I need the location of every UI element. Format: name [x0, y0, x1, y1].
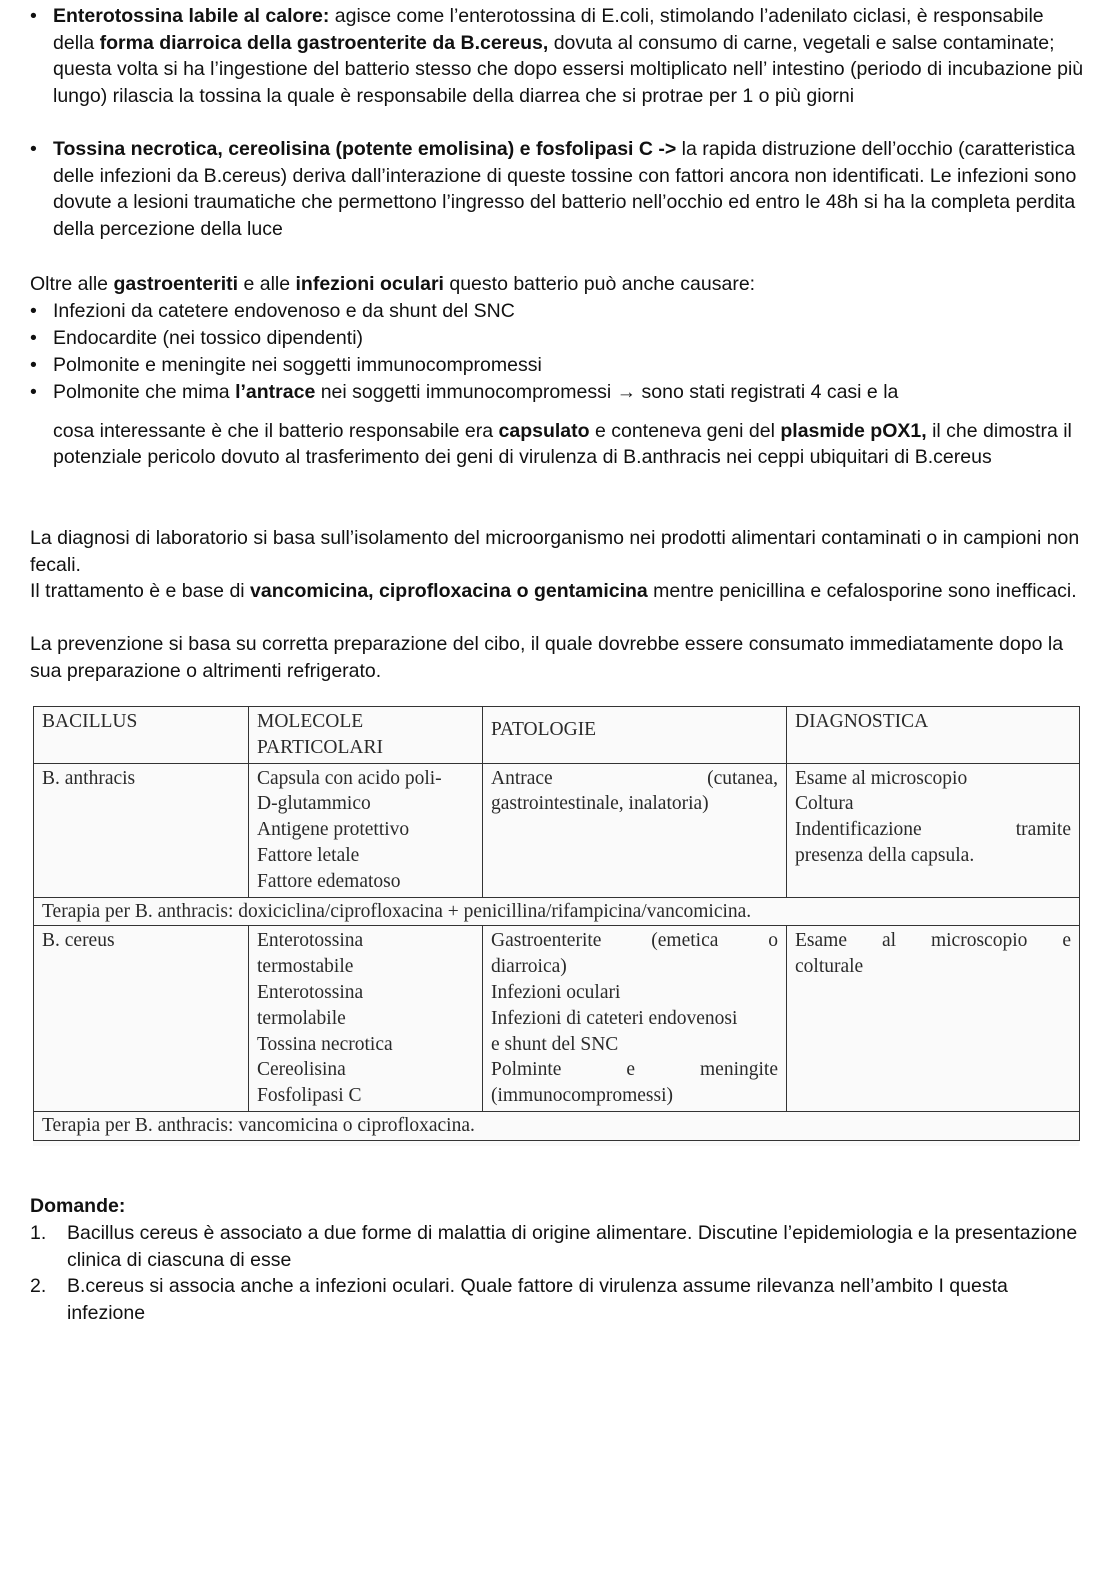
- treatment-paragraph: Il trattamento è e base di vancomicina, ciprofloxacina o gentamicina mentre penicillina e cefalosporine sono inefficaci.: [30, 580, 1077, 602]
- bullet-text: Tossina necrotica, cereolisina (potente emolisina) e fosfolipasi C -> la rapida distruzione dell’occhio (caratteristica delle infezioni da B.cereus) deriva dall’interazione di queste tossine con fattori ancora non identificati. Le infezioni sono dovute a lesioni traumatiche che permettono l’ingresso del batterio nell’occhio ed entro le 48h si ha la completa perdita della percezione della luce: [53, 138, 1077, 240]
- bullet-mark: •: [30, 300, 37, 322]
- list-item: • Infezioni da catetere endovenoso e da shunt del SNC: [30, 298, 1090, 325]
- bacillus-table: [33, 706, 1080, 1141]
- cell-anthracis-diagnostics: Esame al microscopio Coltura Indentificazione tramite presenza della capsula.: [787, 763, 1080, 897]
- cell-cereus-pathology: Gastroenterite (emetica o diarroica) Infezioni oculari Infezioni di cateteri endovenosi e shunt del SNC Polminte e meningite (immunocompromessi): [483, 926, 787, 1112]
- header-molecules: MOLECOLE PARTICOLARI: [249, 707, 483, 764]
- bullet-text: Enterotossina labile al calore: agisce come l’enterotossina di E.coli, stimolando l’adenilato ciclasi, è responsabile della forma diarroica della gastroenterite da B.cereus, dovuta al consumo di carne, vegetali e salse contaminate; questa volta si ha l’ingestione del batterio stesso che dopo essersi moltiplicato nell’ intestino (periodo di incubazione più lungo) rilascia la tossina la quale è responsabile della diarrea che si protrae per 1 o più giorni: [53, 5, 1084, 107]
- table-row-anthracis: [34, 763, 1080, 897]
- question-item: 1. Bacillus cereus è associato a due forme di malattia di origine alimentare. Discutine l’epidemiologia e la presentazione clinica di ciascuna di esse: [30, 1222, 1078, 1271]
- bullet-enterotoxin-labile: [30, 3, 1090, 109]
- intro-paragraph: Oltre alle gastroenteriti e alle infezioni oculari questo batterio può anche causare:: [30, 273, 756, 295]
- cell-cereus-therapy: Terapia per B. anthracis: vancomicina o ciprofloxacina.: [34, 1111, 1080, 1140]
- bullet-mark: •: [30, 354, 37, 376]
- table-row-cereus: [34, 926, 1080, 1112]
- bacillus-table-image: [33, 706, 1079, 1146]
- table-header-row: [34, 707, 1080, 764]
- bullet-mark: •: [30, 138, 37, 160]
- cell-anthracis-therapy: Terapia per B. anthracis: doxiciclina/ciprofloxacina + penicillina/rifampicina/vancomicina.: [34, 897, 1080, 926]
- bullet-necrotic-toxin: [30, 136, 1090, 242]
- header-pathologies: PATOLOGIE: [483, 707, 787, 764]
- header-diagnostics: DIAGNOSTICA: [787, 707, 1080, 764]
- list-item: • Polmonite e meningite nei soggetti immunocompromessi: [30, 352, 1090, 379]
- prevention-paragraph: La prevenzione si basa su corretta preparazione del cibo, il quale dovrebbe essere consumato immediatamente dopo la sua preparazione o altrimenti refrigerato.: [30, 633, 1064, 682]
- questions-title: Domande:: [30, 1195, 126, 1217]
- cell-cereus-diagnostics: Esame al microscopio e colturale: [787, 926, 1080, 1112]
- table-row-cereus-therapy: [34, 1111, 1080, 1140]
- cell-anthracis-name: B. anthracis: [34, 763, 249, 897]
- bullet-mark: •: [30, 327, 37, 349]
- question-item: 2. B.cereus si associa anche a infezioni oculari. Quale fattore di virulenza assume rilevanza nell’ambito I questa infezione: [30, 1275, 1008, 1324]
- diagnosis-paragraph: La diagnosi di laboratorio si basa sull’isolamento del microorganismo nei prodotti alimentari contaminati o in campioni non fecali.: [30, 527, 1080, 576]
- bullet-mark: •: [30, 5, 37, 27]
- cell-cereus-name: B. cereus: [34, 926, 249, 1112]
- list-item-anthrax: • Polmonite che mima l’antrace nei soggetti immunocompromessi → sono stati registrati 4 casi e la cosa interessante è che il batterio responsabile era capsulato e conteneva geni del plasmide pOX1, il che dimostra il potenziale pericolo dovuto al trasferimento dei geni di virulenza di B.anthracis nei ceppi ubiquitari di B.cereus: [30, 381, 1072, 468]
- cell-anthracis-molecules: Capsula con acido poli- D-glutammico Antigene protettivo Fattore letale Fattore edematoso: [249, 763, 483, 897]
- cell-cereus-molecules: Enterotossina termostabile Enterotossina termolabile Tossina necrotica Cereolisina Fosfolipasi C: [249, 926, 483, 1112]
- list-item: • Endocardite (nei tossico dipendenti): [30, 325, 1090, 352]
- bullet-mark: •: [30, 381, 37, 403]
- table-row-anthracis-therapy: [34, 897, 1080, 926]
- header-bacillus: BACILLUS: [34, 707, 249, 764]
- cell-anthracis-pathology: Antrace (cutanea, gastrointestinale, inalatoria): [483, 763, 787, 897]
